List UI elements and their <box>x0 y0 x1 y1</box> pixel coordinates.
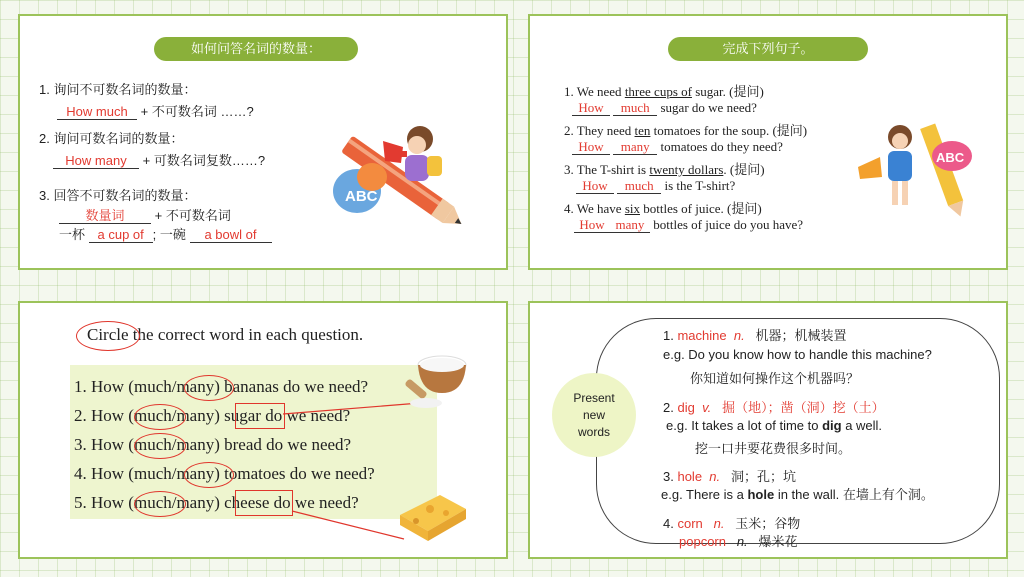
p3-line1: 1. How (much/many) bananas do we need? <box>74 377 369 396</box>
panel2-title: 完成下列句子。 <box>668 37 868 61</box>
badge-line2: new <box>582 408 605 422</box>
vocab-word3 <box>663 466 796 485</box>
w2-eg-c: a well. <box>841 418 883 433</box>
w2-word: dig <box>677 400 695 415</box>
p3-line3: 3. How (much/many) bread do we need? <box>74 435 352 454</box>
p2-s4-ans2: many <box>610 217 650 233</box>
p2-s3-b: . (提问) <box>723 162 765 177</box>
w1-example-cn: 你知道如何操作这个机器吗？ <box>690 371 860 386</box>
p2-s3-rest: is the T-shirt? <box>664 178 736 193</box>
p2-s4-a: 4. We have <box>564 201 625 216</box>
circle-mark-many-4 <box>184 462 234 488</box>
w1-word: machine <box>677 328 727 343</box>
p1-item2-line <box>53 150 265 169</box>
p2-s3-ans2: much <box>617 178 661 194</box>
vocab-word1 <box>663 325 847 344</box>
p2-s3-prompt <box>564 159 765 178</box>
p2-s4-answer-line <box>574 217 803 233</box>
circle-mark-much-3 <box>134 433 186 459</box>
p2-s2-rest: tomatoes do they need? <box>660 139 783 154</box>
p2-s4-b: bottles of juice. (提问) <box>639 201 762 216</box>
w4-cn: 玉米；谷物 <box>735 516 801 531</box>
panel1-title: 如何问答名词的数量： <box>154 37 358 61</box>
p2-s1-answer-line <box>572 100 757 116</box>
p1-item2-rest: + 可数名词复数……? <box>142 153 266 168</box>
p2-s2-a: 2. They need <box>564 123 635 138</box>
w2-num: 2. <box>663 400 678 415</box>
p1-item1-rest: + 不可数名词 ……? <box>140 104 254 119</box>
p1-item3-rest: + 不可数名词 <box>154 208 231 223</box>
p1-item2-label: 2. 询问可数名词的数量： <box>39 131 184 146</box>
w4-word2: popcorn <box>679 534 726 549</box>
p3-instr-rest: the correct word in each question. <box>128 325 364 344</box>
w4-cn2: 爆米花 <box>758 534 798 549</box>
w2-eg-b: dig <box>822 418 842 433</box>
p2-s3-underlined: twenty dollars <box>649 162 724 177</box>
w1-num: 1. <box>663 328 678 343</box>
p1-item3-answer: 数量词 <box>59 208 151 224</box>
p3-line5: 5. How (much/many) cheese do we need? <box>74 493 359 512</box>
w3-eg-c: in the wall. 在墙上有个洞。 <box>774 487 934 502</box>
present-new-words-badge <box>552 373 636 457</box>
p1-item3-line <box>59 205 231 224</box>
p1-sep: ; 一碗 <box>152 227 186 242</box>
p2-s3-answer-line <box>576 178 735 194</box>
p1-item3-examples <box>59 224 272 243</box>
w4-pos: n. <box>713 516 725 531</box>
p2-s4-underlined: six <box>624 201 640 216</box>
w2-cn: 掘（地）；凿（洞）挖（土） <box>722 400 885 415</box>
p2-s1-prompt <box>564 81 764 100</box>
w3-example <box>661 484 934 503</box>
p2-s2-answer-line <box>572 139 783 155</box>
vocab-word4 <box>663 513 800 532</box>
w2-example <box>666 418 882 433</box>
circle-mark-much-2 <box>134 404 186 430</box>
w2-example-cn: 挖一口井要花费很多时间。 <box>695 441 852 456</box>
p1-item1-line <box>57 101 254 120</box>
badge-line3: words <box>577 425 610 439</box>
p2-s2-underlined: ten <box>634 123 651 138</box>
p3-instr-word: Circle <box>87 325 129 344</box>
circle-mark-much-5 <box>134 491 186 517</box>
p2-s4-ans1: How <box>574 217 610 233</box>
w3-num: 3. <box>663 469 678 484</box>
vocab-word4-derived <box>679 531 798 550</box>
w3-pos: n. <box>709 469 721 484</box>
w1-example: e.g. Do you know how to handle this machine? <box>663 347 932 362</box>
w3-eg-b: hole <box>747 487 775 502</box>
w1-cn: 机器；机械装置 <box>755 328 847 343</box>
w4-word: corn <box>677 516 703 531</box>
girl-on-pencil-illustration <box>325 111 475 241</box>
p1-ans-bowl: a bowl of <box>190 227 272 243</box>
w4-num: 4. <box>663 516 678 531</box>
circle-mark-many-1 <box>184 375 234 401</box>
panel-circle-correct-word <box>18 301 508 559</box>
circle-mark-instruction <box>76 321 140 351</box>
p2-s3-a: 3. The T-shirt is <box>564 162 650 177</box>
p1-item3-label: 3. 回答不可数名词的数量： <box>39 188 197 203</box>
p2-s2-ans1: How <box>572 139 610 155</box>
svg-text:ABC: ABC <box>936 150 965 165</box>
p2-s2-b: tomatoes for the soup. (提问) <box>650 123 808 138</box>
p2-s4-rest: bottles of juice do you have? <box>653 217 804 232</box>
w4-pos2: n. <box>736 534 748 549</box>
p2-s2-ans2: many <box>613 139 657 155</box>
w2-pos: v. <box>702 400 712 415</box>
cheese-illustration <box>394 485 474 543</box>
w3-cn: 洞；孔；坑 <box>730 469 796 484</box>
p2-s1-ans2: much <box>613 100 657 116</box>
p1-item1-answer: How much <box>57 104 137 120</box>
sugar-bowl-illustration <box>396 349 476 413</box>
p1-ans-cup: a cup of <box>89 227 153 243</box>
p2-s2-prompt <box>564 120 807 139</box>
badge-line1: Present <box>573 391 615 405</box>
p3-line2: 2. How (much/many) sugar do we need? <box>74 406 351 425</box>
panel-how-to-ask-quantity <box>18 14 508 270</box>
w2-eg-a: e.g. It takes a lot of time to <box>666 418 823 433</box>
vocab-word2 <box>663 397 885 416</box>
girl-with-pencil-illustration <box>850 111 975 221</box>
w3-eg-a: e.g. There is a <box>661 487 748 502</box>
p2-s4-prompt <box>564 198 762 217</box>
p2-s1-a: 1. We need <box>564 84 625 99</box>
p1-item2-answer: How many <box>53 153 139 169</box>
p2-s1-b: sugar. (提问) <box>691 84 764 99</box>
w3-word: hole <box>677 469 703 484</box>
p2-s1-rest: sugar do we need? <box>660 100 757 115</box>
p2-s3-ans1: How <box>576 178 614 194</box>
svg-text:ABC: ABC <box>345 188 378 205</box>
w1-pos: n. <box>733 328 745 343</box>
panel-present-new-words <box>528 301 1008 559</box>
panel-complete-sentences <box>528 14 1008 270</box>
p2-s1-ans1: How <box>572 100 610 116</box>
p2-s1-underlined: three cups of <box>624 84 692 99</box>
p1-item1-label: 1. 询问不可数名词的数量： <box>39 82 197 97</box>
p1-prefix-cup: 一杯 <box>59 227 86 242</box>
box-mark-sugar <box>235 403 285 429</box>
p3-line4: 4. How (much/many) tomatoes do we need? <box>74 464 375 483</box>
